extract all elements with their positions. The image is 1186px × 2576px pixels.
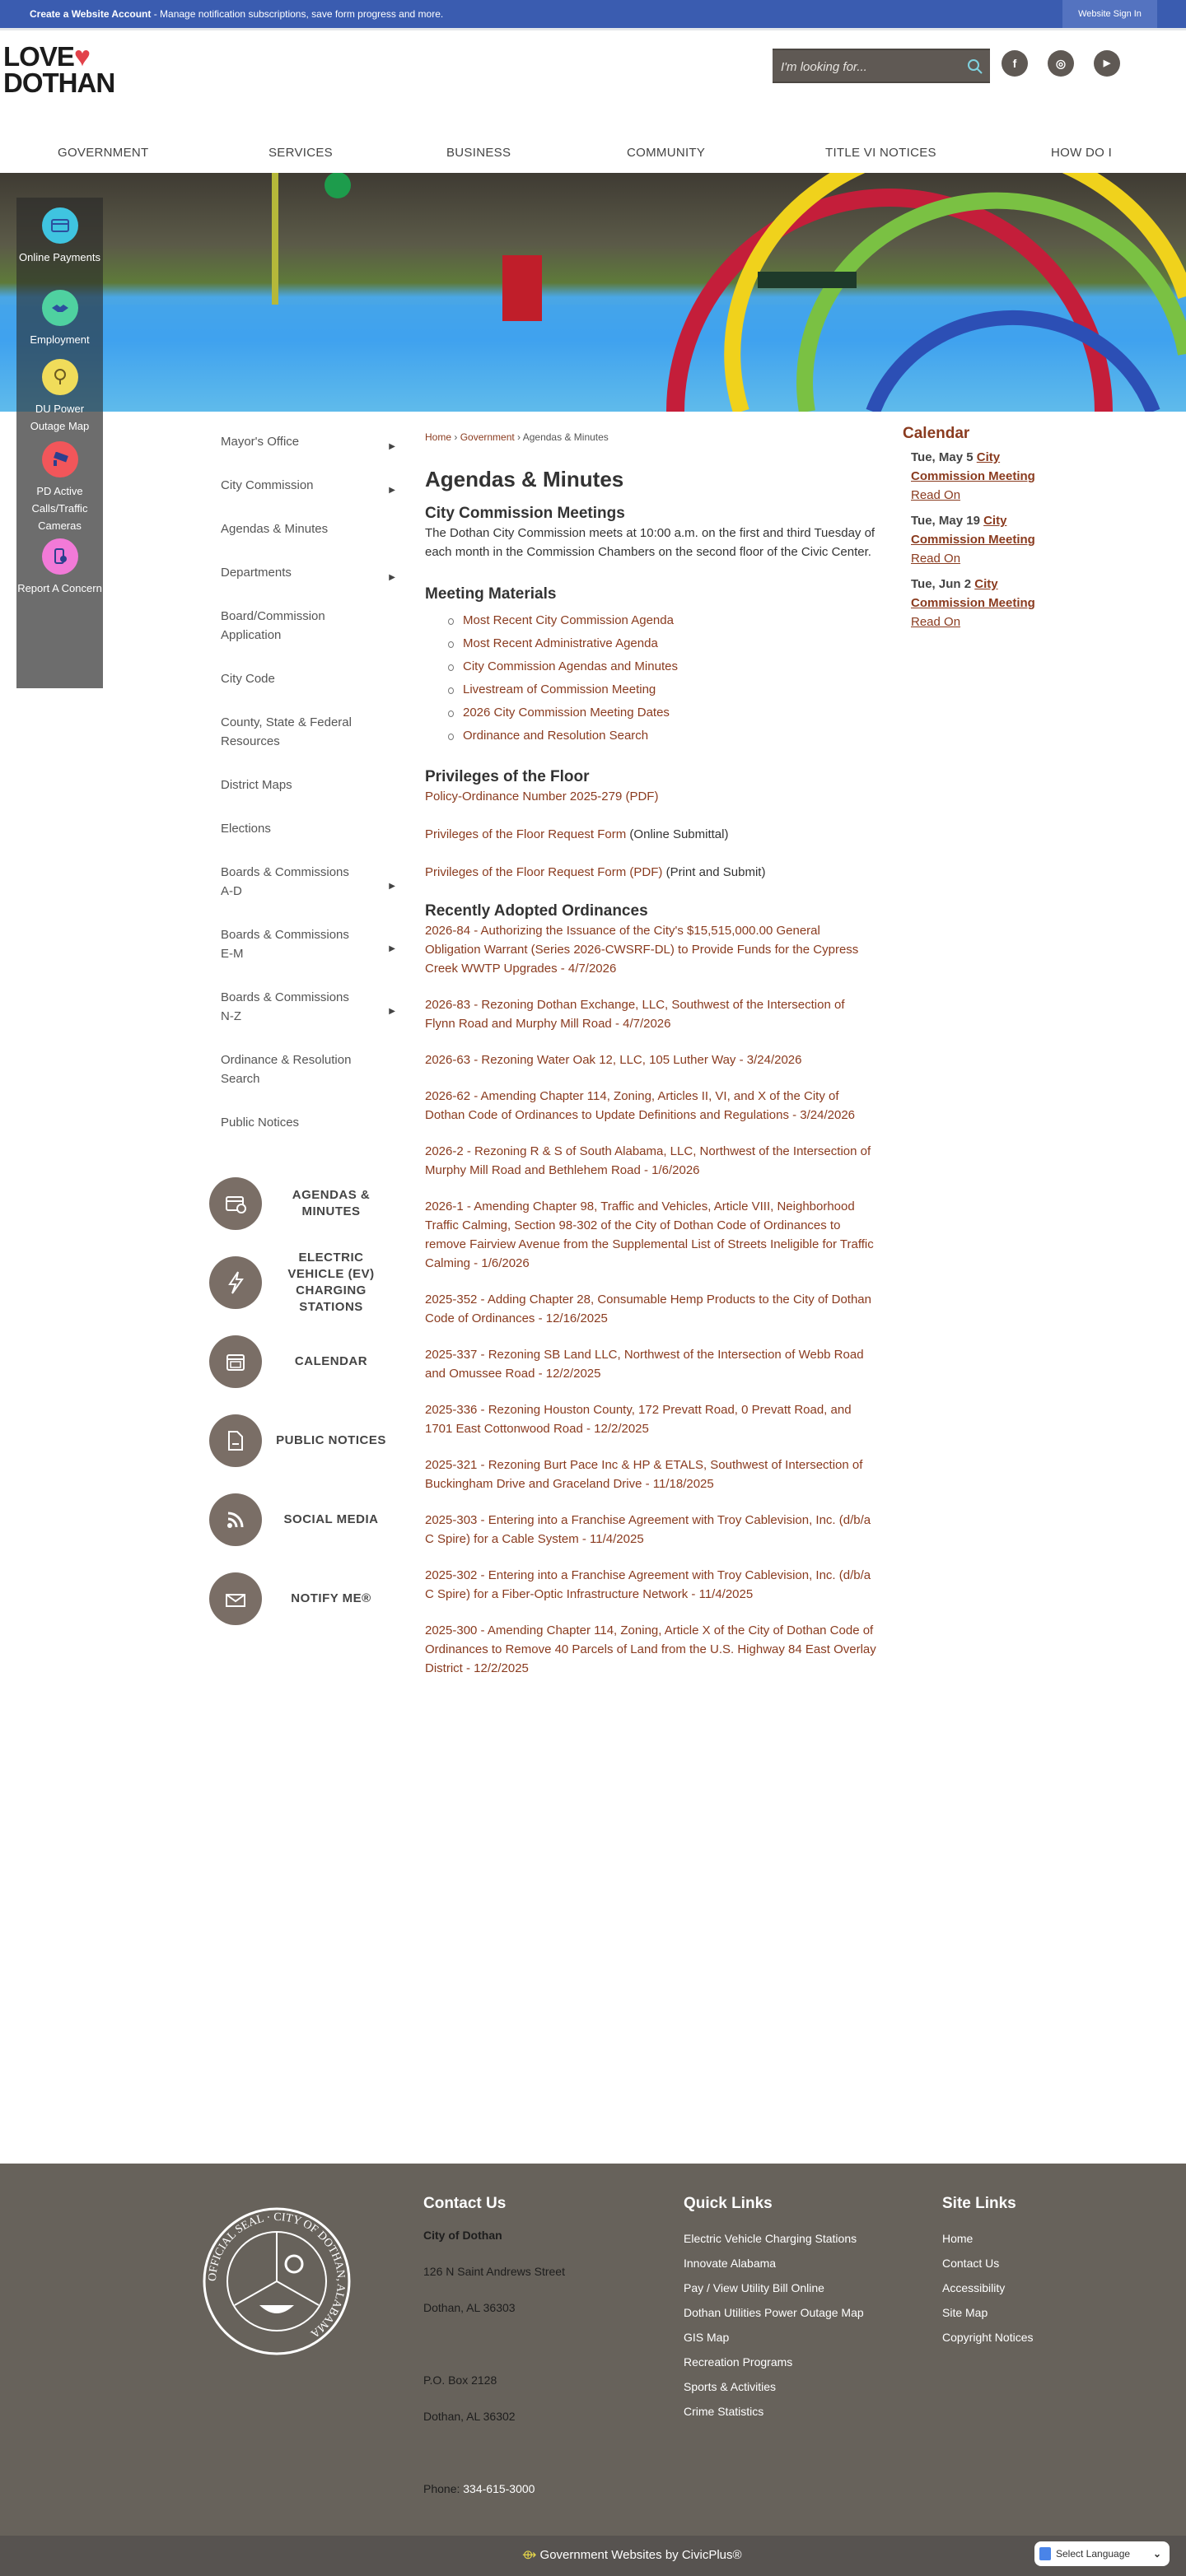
event-date: Tue, May 19 (911, 514, 980, 528)
policy-ordinance-link[interactable]: Policy-Ordinance Number 2025-279 (PDF) (425, 790, 659, 804)
expand-arrow-icon[interactable]: ▶ (389, 1007, 395, 1016)
nav-community[interactable]: COMMUNITY (627, 146, 706, 160)
footer-quick-link[interactable]: GIS Map (684, 2331, 730, 2344)
ordinance-link[interactable]: 2025-336 - Rezoning Houston County, 172 Prevatt Road, 0 Prevatt Road, and 1701 East Cottonwood Road - 12/2/2025 (425, 1403, 852, 1436)
breadcrumb: Home › Government › Agendas & Minutes (425, 431, 609, 443)
ordinance-link[interactable]: 2026-62 - Amending Chapter 114, Zoning, Articles II, VI, and X of the City of Dothan Code of Ordinances to Update Definitions and Regulations - 3/24/2026 (425, 1089, 856, 1122)
list-item (448, 678, 878, 701)
calendar-clock-icon (209, 1177, 262, 1230)
ordinance-link[interactable]: 2025-352 - Adding Chapter 28, Consumable Hemp Products to the City of Dothan Code of Ordinances - 12/16/2025 (425, 1293, 871, 1325)
event-title-link[interactable]: City Commission Meeting (911, 577, 1035, 610)
sidebar-item[interactable]: Agendas & Minutes (221, 522, 329, 536)
official-seal-logo (202, 2206, 352, 2356)
heart-icon: ♥ (73, 41, 91, 72)
read-on-link[interactable]: Read On (911, 615, 961, 629)
sidebar-item[interactable]: County, State & Federal Resources (221, 715, 352, 748)
event-date: Tue, May 5 (911, 450, 974, 464)
material-link[interactable]: City Commission Agendas and Minutes (463, 659, 678, 673)
request-form-pdf-link[interactable]: Privileges of the Floor Request Form (PDF) (425, 865, 663, 879)
material-link[interactable]: 2026 City Commission Meeting Dates (463, 706, 670, 720)
event-date: Tue, Jun 2 (911, 577, 972, 591)
sidebar-item[interactable]: District Maps (221, 778, 292, 792)
chevron-down-icon: ⌄ (1152, 2548, 1161, 2560)
widget-link[interactable]: PUBLIC NOTICES (198, 1414, 412, 1493)
website-sign-in-button[interactable]: Website Sign In (1062, 0, 1157, 28)
footer (0, 2164, 1186, 2536)
ordinance-link[interactable]: 2026-1 - Amending Chapter 98, Traffic and Vehicles, Article VIII, Neighborhood Traffic Calming, Section 98-302 of the City of Dothan Code of Ordinances to remove Fairview Avenue from the Supplemental List of Streets Ineligible for Traffic Calming - 1/6/2026 (425, 1199, 874, 1270)
footer-quick-link[interactable]: Innovate Alabama (684, 2257, 777, 2270)
document-icon (209, 1414, 262, 1467)
phone-report-icon (42, 538, 78, 575)
meetings-text: The Dothan City Commission meets at 10:00 a.m. on the first and third Tuesday of each month in the Commission Chambers on the second floor of the Civic Center. (425, 526, 875, 559)
sidebar-item[interactable]: Elections (221, 822, 271, 836)
account-banner-text: - Manage notification subscriptions, save form progress and more. (151, 8, 444, 20)
calendar-event (911, 575, 1067, 631)
ordinance-link[interactable]: 2026-63 - Rezoning Water Oak 12, LLC, 105 Luther Way - 3/24/2026 (425, 1053, 802, 1067)
civicplus-link[interactable]: ⟴ Government Websites by CivicPlus® (522, 2548, 742, 2562)
page-title: Agendas & Minutes (425, 467, 624, 491)
list-item (448, 724, 878, 748)
ordinance-link[interactable]: 2025-337 - Rezoning SB Land LLC, Northwest of the Intersection of Webb Road and Omussee Road - 12/2/2025 (425, 1348, 864, 1381)
widget-link[interactable]: CALENDAR (198, 1335, 412, 1414)
sidebar-item[interactable]: City Commission ▶ (221, 463, 395, 507)
expand-arrow-icon[interactable]: ▶ (389, 572, 395, 582)
lightning-icon (209, 1256, 262, 1309)
footer-quick-link[interactable]: Sports & Activities (684, 2380, 777, 2393)
ordinances-list (425, 921, 878, 1678)
instagram-icon[interactable]: ◎ (1048, 50, 1074, 77)
material-link[interactable]: Most Recent City Commission Agenda (463, 613, 674, 627)
ordinance-link[interactable]: 2025-321 - Rezoning Burt Pace Inc & HP & ETALS, Southwest of Intersection of Buckingham Drive and Graceland Drive - 11/18/2025 (425, 1458, 863, 1491)
search-input[interactable] (781, 57, 954, 77)
footer-site-link[interactable]: Home (942, 2232, 974, 2245)
material-link[interactable]: Livestream of Commission Meeting (463, 682, 656, 696)
sidebar-item[interactable]: Board/Commission Application (221, 609, 325, 642)
sidebar-item[interactable]: Boards & Commissions A-D ▶ (221, 865, 395, 898)
quick-link-report-a-concern[interactable]: Report A Concern (16, 538, 103, 597)
quick-link-pd-active-calls[interactable]: PD Active Calls/Traffic Cameras (16, 441, 103, 534)
map-pin-icon (42, 359, 78, 395)
quick-link-employment[interactable]: Employment (16, 290, 103, 348)
sidebar-item[interactable]: Boards & Commissions E-M ▶ (221, 928, 395, 961)
footer-quick-link[interactable]: Crime Statistics (684, 2405, 764, 2418)
account-banner (0, 0, 1186, 28)
phone-link[interactable]: 334-615-3000 (463, 2482, 535, 2495)
site-header (0, 28, 1186, 173)
footer-bottom-bar (0, 2536, 1186, 2576)
breadcrumb-government[interactable]: Government (460, 431, 515, 443)
list-item (448, 632, 878, 655)
create-account-link[interactable]: Create a Website Account (30, 8, 152, 20)
calendar-widget (903, 425, 1067, 638)
ordinance-link[interactable]: 2025-302 - Entering into a Franchise Agreement with Troy Cablevision, Inc. (d/b/a C Spire) for a Fiber-Optic Infrastructure Network - 11/4/2025 (425, 1568, 871, 1601)
calendar-event (911, 448, 1067, 505)
widget-link[interactable]: SOCIAL MEDIA (198, 1493, 412, 1572)
calendar-event (911, 511, 1067, 568)
rss-icon (209, 1493, 262, 1546)
nav-services[interactable]: SERVICES (268, 146, 333, 160)
read-on-link[interactable]: Read On (911, 488, 961, 502)
breadcrumb-current: Agendas & Minutes (522, 431, 609, 443)
read-on-link[interactable]: Read On (911, 552, 961, 566)
calendar-heading: Calendar (903, 425, 970, 442)
camera-icon (42, 441, 78, 477)
footer-site-link[interactable]: Site Map (942, 2306, 988, 2319)
svg-text:OFFICIAL SEAL · CITY OF DOTHAN: OFFICIAL SEAL · CITY OF DOTHAN, ALABAMA (206, 2210, 348, 2341)
material-link[interactable]: Most Recent Administrative Agenda (463, 636, 658, 650)
nav-government[interactable]: GOVERNMENT (58, 146, 149, 160)
credit-card-icon (42, 207, 78, 244)
footer-site-link[interactable]: Contact Us (942, 2257, 1000, 2270)
materials-heading: Meeting Materials (425, 585, 557, 603)
ordinance-link[interactable]: 2025-300 - Amending Chapter 114, Zoning, Article X of the City of Dothan Code of Ordinances to Remove 40 Parcels of Land from the U.S. Highway 84 East Overlay District - 12/2/2025 (425, 1623, 876, 1675)
quick-links-panel (16, 198, 103, 688)
sidebar-item[interactable]: Ordinance & Resolution Search (221, 1053, 352, 1086)
nav-business[interactable]: BUSINESS (446, 146, 511, 160)
featured-widgets (198, 1177, 412, 1651)
main-content: Home › Government › Agendas & Minutes Agendas & Minutes City Commission Meetings The Dothan City Commission meets at 10:00 a.m. on the first and third Tuesday of each month in the Commission Chambers on the second floor of the Civic Center. Meeting Materials Most Recent City Commission Agenda Most Recent Administrative Agenda City Commission Agendas and Minutes Livestream of Commission Meeting 2026 City Commission Meeting Dates Ordinance and Resolution Search Privileges of the Floor Policy-Ordinance Number 2025-279 (PDF) Privileges of the Floor Request Form (Online Submittal) Privileges of the Floor Request Form (PDF) (Print and Submit) Recently Adopted Ordinances 2026-84 - Authorizing the Issuance of the City's $15,515,000.00 General Obligation Warrant (Series 2026-CWSRF-DL) to Provide Funds for the Cypress Creek WWTP Upgrades - 4/7/2026 2026-83 - Rezoning Dothan Exchange, LLC, Southwest of the Intersection of Flynn Road and Murphy Mill Road - 4/7/2026 2026-63 - Rezoning Water Oak 12, LLC, 105 Luther Way - 3/24/2026 2026-62 - Amending Chapter 114, Zoning, Articles II, VI, and X of the City of Dothan Code of Ordinances to Update Definitions and Regulations - 3/24/2026 2026-2 - Rezoning R & S of South Alabama, LLC, Northwest of the Intersection of Murphy Mill Road and Bethlehem Road - 1/6/2026 2026-1 - Amending Chapter 98, Traffic and Vehicles, Article VIII, Neighborhood Traffic Calming, Section 98-302 of the City of Dothan Code of Ordinances to remove Fairview Avenue from the Supplemental List of Streets Ineligible for Traffic Calming - 1/6/2026 2025-352 - Adding Chapter 28, Consumable Hemp Products to the City of Dothan Code of Ordinances - 12/16/2025 2025-337 - Rezoning SB Land LLC, Northwest of the Intersection of Webb Road and Omussee Road - 12/2/2025 2025-336 - Rezoning Houston County, 172 Prevatt Road, 0 Prevatt Road, and 1701 East Cottonwood Road - 12/2/2025 2025-321 - Rezoning Burt Pace Inc & HP & ETALS, Southwest of Intersection of Buckingham Drive and Graceland Drive - 11/18/2025 2025-303 - Entering into a Franchise Agreement with Troy Cablevision, Inc. (d/b/a C Spire) for a Cable System - 11/4/2025 2025-302 - Entering into a Franchise Agreement with Troy Cablevision, Inc. (d/b/a C Spire) for a Fiber-Optic Infrastructure Network - 11/4/2025 2025-300 - Amending Chapter 114, Zoning, Article X of the City of Dothan Code of Ordinances to Remove 40 Parcels of Land from the U.S. Highway 84 East Overlay District - 12/2/2025 (425, 428, 878, 1695)
youtube-icon[interactable]: ▶ (1094, 50, 1120, 77)
handshake-icon (42, 290, 78, 326)
footer-contact: Contact Us City of Dothan 126 N Saint Andrews Street Dothan, AL 36303 P.O. Box 2128 Dothan, AL 36302 Phone: 334-615-3000 (423, 2195, 565, 2495)
expand-arrow-icon[interactable]: ▶ (389, 882, 395, 891)
footer-quick-link[interactable]: Pay / View Utility Bill Online (684, 2281, 824, 2294)
breadcrumb-home[interactable]: Home (425, 431, 452, 443)
expand-arrow-icon[interactable]: ▶ (389, 485, 395, 495)
materials-list (448, 609, 878, 748)
footer-site-link[interactable]: Accessibility (942, 2281, 1006, 2294)
nav-title-vi-notices[interactable]: TITLE VI NOTICES (825, 146, 936, 160)
ordinance-link[interactable]: 2026-2 - Rezoning R & S of South Alabama, LLC, Northwest of the Intersection of Murphy Mill Road and Bethlehem Road - 1/6/2026 (425, 1144, 871, 1177)
list-item (448, 701, 878, 724)
request-form-online-link[interactable]: Privileges of the Floor Request Form (425, 827, 627, 841)
footer-quick-links: Quick Links Electric Vehicle Charging Stations Innovate Alabama Pay / View Utility Bill Online Dothan Utilities Power Outage Map GIS Map Recreation Programs Sports & Activities Crime Statistics (684, 2195, 864, 2424)
event-title-link[interactable]: City Commission Meeting (911, 450, 1035, 483)
select-language-dropdown[interactable]: Select Language ⌄ (1034, 2541, 1170, 2566)
expand-arrow-icon[interactable]: ▶ (389, 441, 395, 451)
calendar-icon (209, 1335, 262, 1388)
love-dothan-logo[interactable]: LOVE♥ DOTHAN (3, 41, 115, 98)
civicplus-icon: ⟴ (522, 2548, 540, 2562)
sidebar-item[interactable]: Boards & Commissions N-Z ▶ (221, 990, 395, 1023)
sidebar-item[interactable]: Departments ▶ (221, 551, 395, 594)
google-translate-icon (1039, 2547, 1051, 2560)
material-link[interactable]: Ordinance and Resolution Search (463, 729, 649, 743)
event-title-link[interactable]: City Commission Meeting (911, 514, 1035, 547)
meetings-heading: City Commission Meetings (425, 505, 625, 522)
list-item (448, 655, 878, 678)
splash-pad-illustration (0, 173, 1186, 412)
nav-how-do-i[interactable]: HOW DO I (1051, 146, 1113, 160)
facebook-icon[interactable]: f (1002, 50, 1028, 77)
search-box (773, 49, 990, 83)
footer-quick-link[interactable]: Dothan Utilities Power Outage Map (684, 2306, 864, 2319)
widget-link[interactable]: NOTIFY ME® (198, 1572, 412, 1651)
ordinance-link[interactable]: 2026-84 - Authorizing the Issuance of the City's $15,515,000.00 General Obligation Warrant (Series 2026-CWSRF-DL) to Provide Funds for the Cypress Creek WWTP Upgrades - 4/7/2026 (425, 924, 859, 976)
footer-site-links: Site Links Home Contact Us Accessibility Site Map Copyright Notices (942, 2195, 1034, 2350)
list-item (448, 609, 878, 632)
search-icon[interactable] (967, 58, 983, 75)
ordinances-heading: Recently Adopted Ordinances (425, 902, 648, 920)
ordinance-link[interactable]: 2025-303 - Entering into a Franchise Agreement with Troy Cablevision, Inc. (d/b/a C Spire) for a Cable System - 11/4/2025 (425, 1513, 871, 1546)
hero-banner-image (0, 173, 1186, 412)
widget-link[interactable]: AGENDAS & MINUTES (198, 1177, 412, 1256)
privileges-heading: Privileges of the Floor (425, 768, 590, 785)
widget-link[interactable]: ELECTRIC VEHICLE (EV) CHARGING STATIONS (198, 1256, 412, 1335)
footer-quick-link[interactable]: Electric Vehicle Charging Stations (684, 2232, 857, 2245)
ordinance-link[interactable]: 2026-83 - Rezoning Dothan Exchange, LLC, Southwest of the Intersection of Flynn Road and Murphy Mill Road - 4/7/2026 (425, 998, 845, 1031)
sidebar-nav (221, 420, 395, 1144)
sidebar-item[interactable]: City Code (221, 672, 275, 686)
sidebar-item[interactable]: Mayor's Office ▶ (221, 420, 395, 463)
sidebar-item[interactable]: Public Notices (221, 1116, 300, 1130)
envelope-icon (209, 1572, 262, 1625)
expand-arrow-icon[interactable]: ▶ (389, 944, 395, 953)
quick-link-online-payments[interactable]: Online Payments (16, 207, 103, 266)
quick-link-du-power-outage-map[interactable]: DU Power Outage Map (16, 359, 103, 435)
footer-quick-link[interactable]: Recreation Programs (684, 2355, 793, 2369)
footer-site-link[interactable]: Copyright Notices (942, 2331, 1034, 2344)
